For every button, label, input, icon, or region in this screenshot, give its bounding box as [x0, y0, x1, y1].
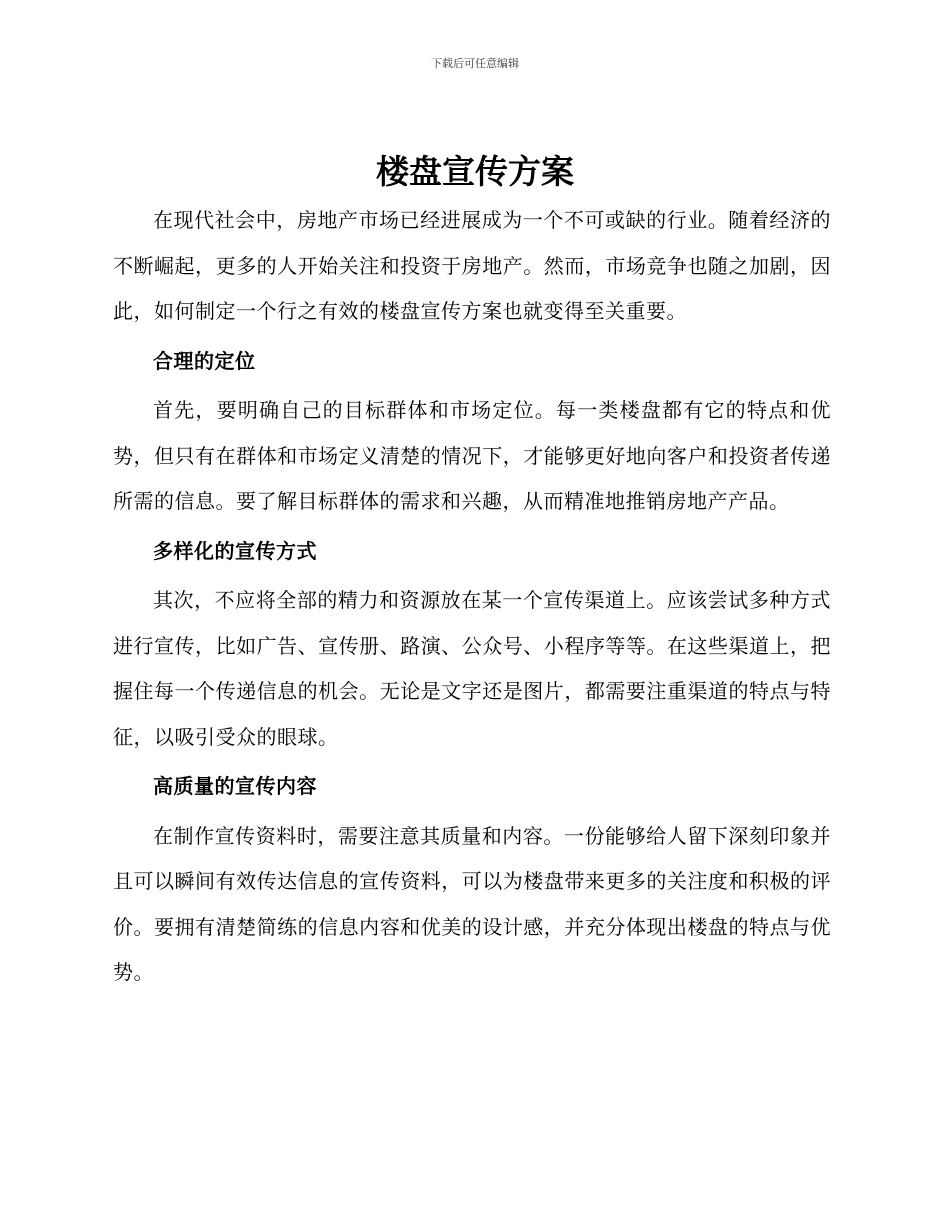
- section-body-diverse-channels: 其次，不应将全部的精力和资源放在某一个宣传渠道上。应该尝试多种方式进行宣传，比如广告、宣传册、路演、公众号、小程序等等。在这些渠道上，把握住每一个传递信息的机会。无论是文字还是图片，都需要注重渠道的特点与特征，以吸引受众的眼球。: [113, 588, 831, 749]
- header-note: 下载后可任意编辑: [431, 57, 519, 70]
- section-heading-quality-content: 高质量的宣传内容: [153, 774, 317, 798]
- document-body: [113, 198, 831, 996]
- section-heading-positioning: 合理的定位: [153, 348, 256, 373]
- document-title: 楼盘宣传方案: [376, 152, 574, 191]
- section-body-quality-content: 在制作宣传资料时，需要注意其质量和内容。一份能够给人留下深刻印象并且可以瞬间有效传达信息的宣传资料，可以为楼盘带来更多的关注度和积极的评价。要拥有清楚简练的信息内容和优美的设计感，并充分体现出楼盘的特点与优势。: [113, 823, 831, 984]
- intro-paragraph: 在现代社会中，房地产市场已经进展成为一个不可或缺的行业。随着经济的不断崛起，更多的人开始关注和投资于房地产。然而，市场竞争也随之加剧，因此，如何制定一个行之有效的楼盘宣传方案也就变得至关重要。: [113, 208, 831, 323]
- section-body-positioning: 首先，要明确自己的目标群体和市场定位。每一类楼盘都有它的特点和优势，但只有在群体和市场定义清楚的情况下，才能够更好地向客户和投资者传递所需的信息。要了解目标群体的需求和兴趣，从而精准地推销房地产产品。: [113, 398, 831, 513]
- section-heading-diverse-channels: 多样化的宣传方式: [153, 538, 317, 563]
